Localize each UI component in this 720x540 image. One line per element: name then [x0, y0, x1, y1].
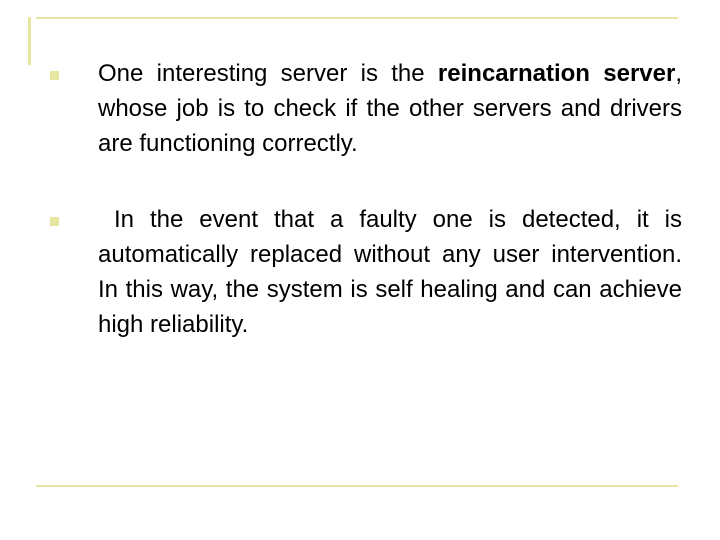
bullet-text-1-start: One interesting server is the	[98, 60, 438, 87]
square-bullet-icon	[50, 71, 59, 80]
bullet-text-1	[98, 56, 682, 161]
bullet-text-2: In the event that a faulty one is detected, it is automatically replaced without any user intervention. In this way, the system is self healing and can achieve high reliability.	[98, 206, 689, 338]
bottom-rule	[36, 485, 678, 487]
bullet-text-1-bold: reincarnation server	[437, 60, 676, 87]
left-rule	[28, 17, 31, 65]
top-rule	[36, 17, 678, 19]
bullet-text-1-end: , whose job is to check if the other servers and drivers are functioning correctly.	[98, 60, 682, 157]
square-bullet-icon	[50, 217, 59, 226]
